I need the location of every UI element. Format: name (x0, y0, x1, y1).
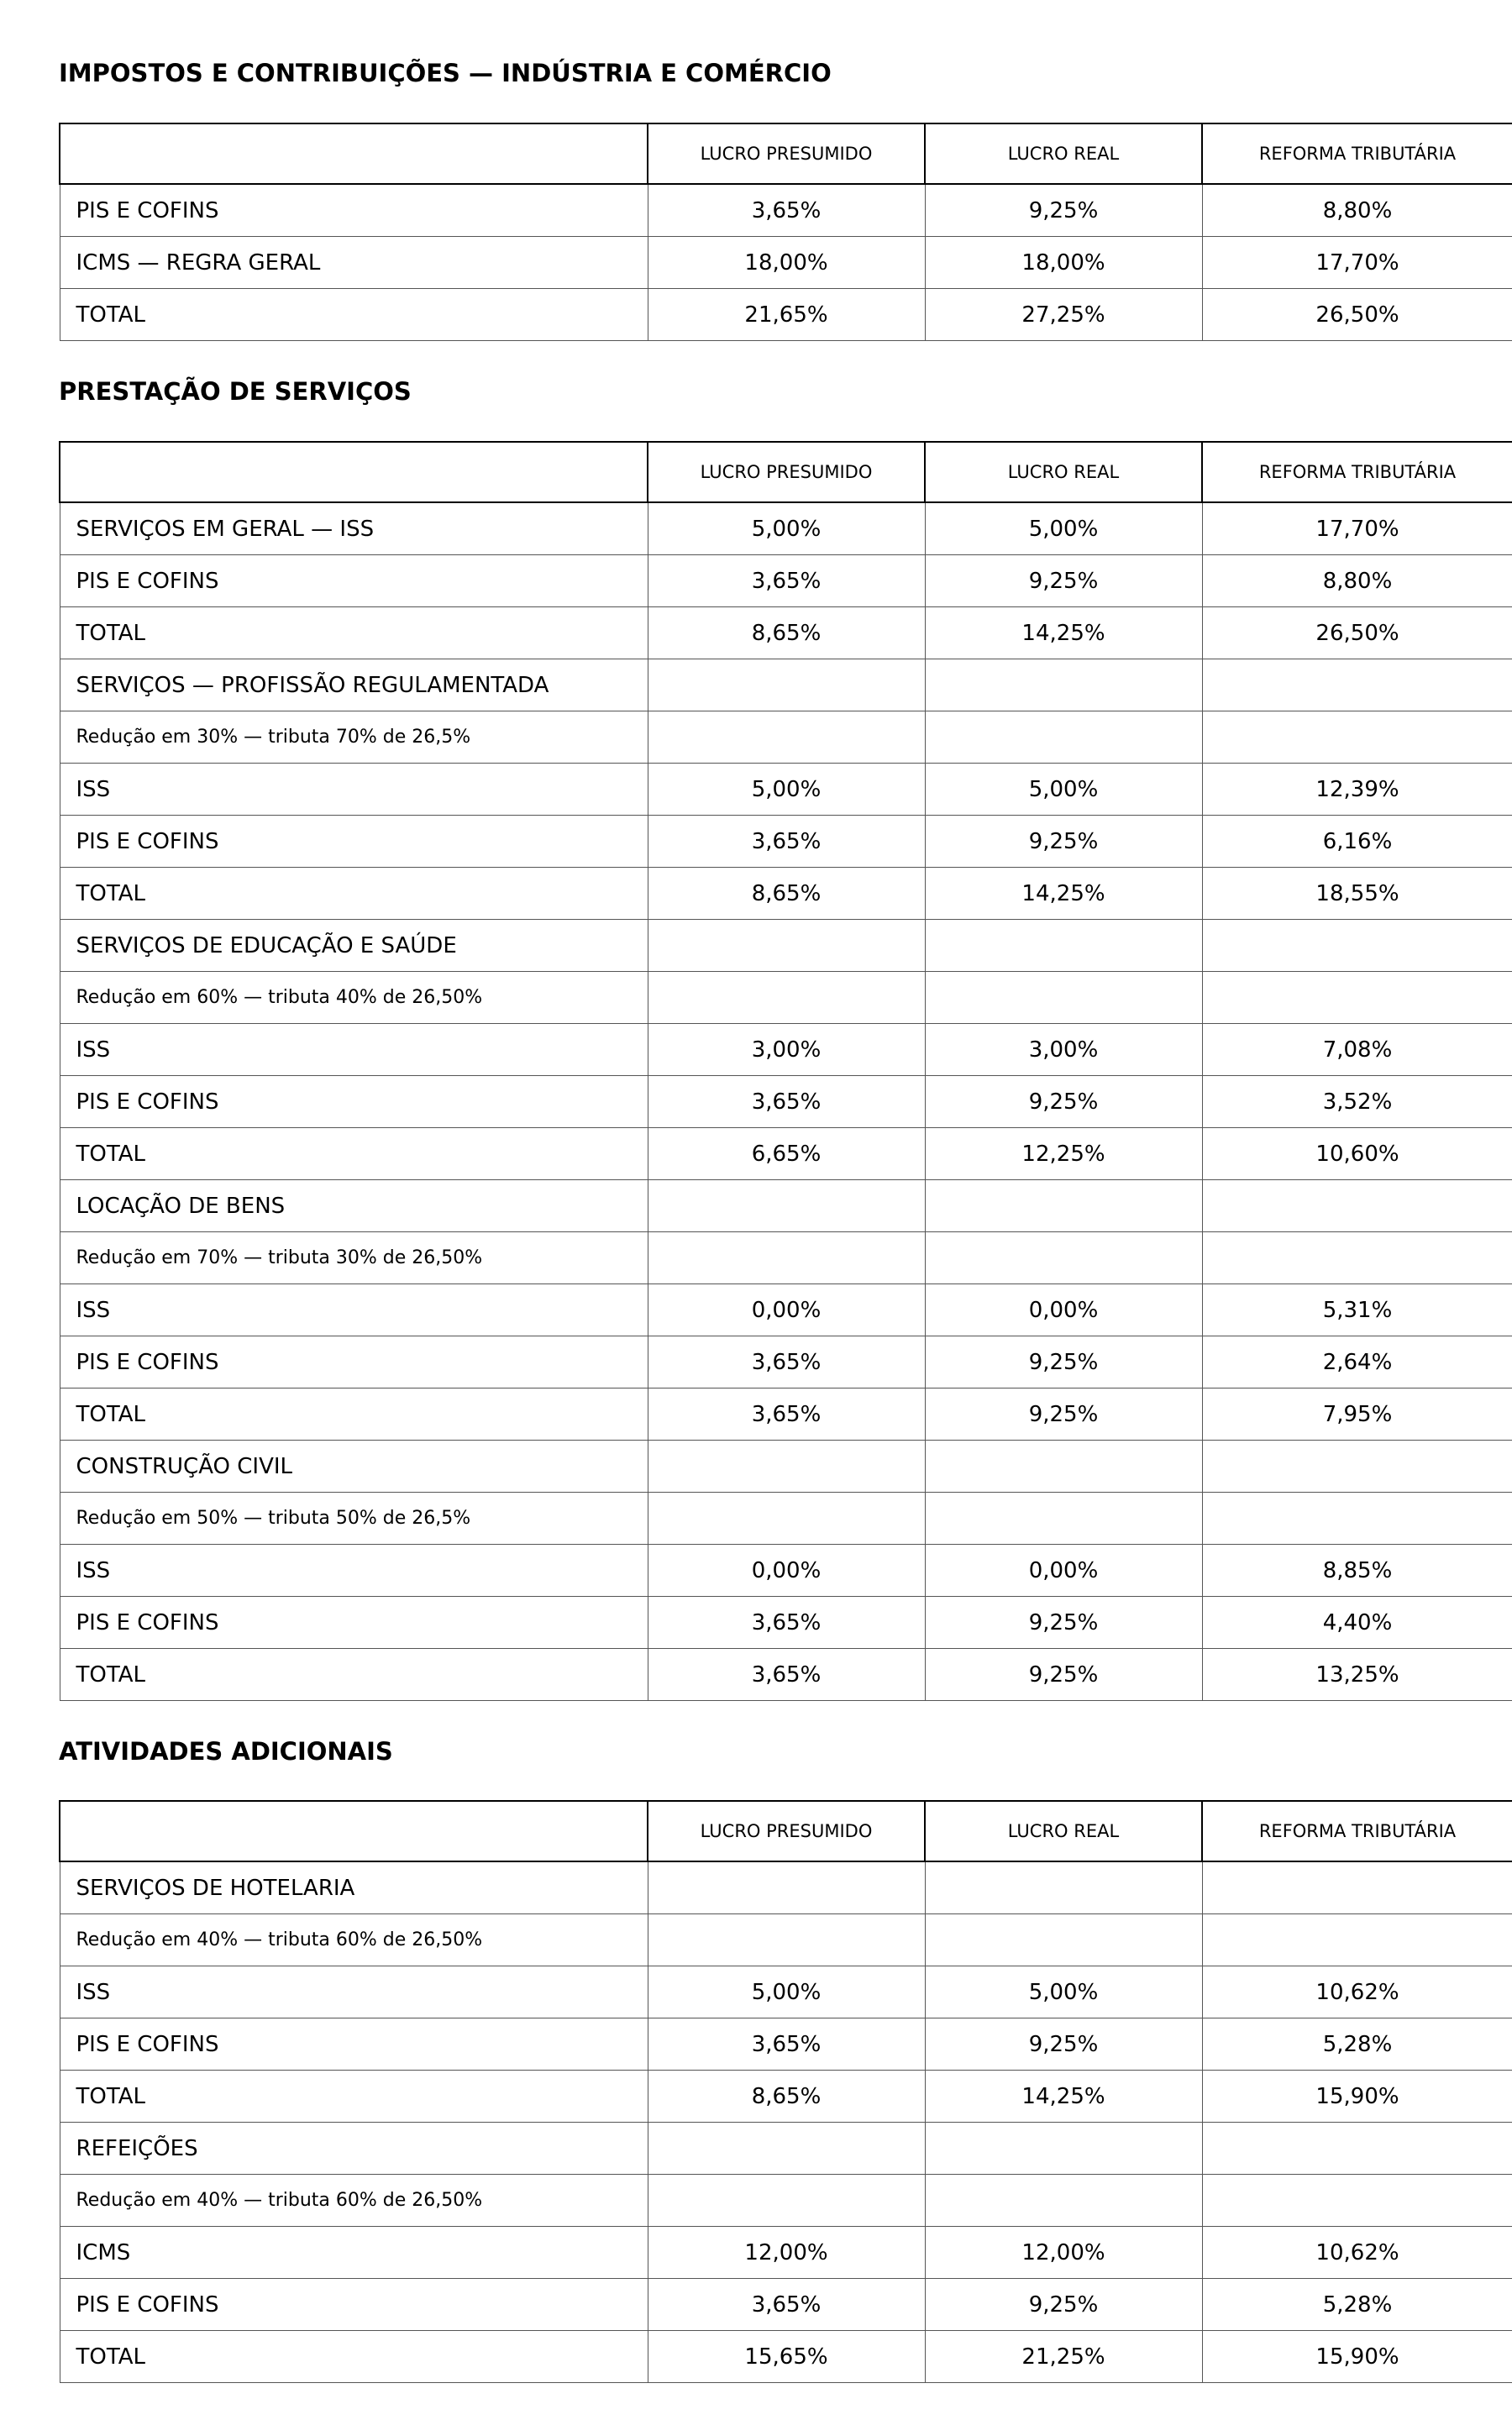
row-label: PIS E COFINS (60, 2018, 648, 2071)
section-title: ATIVIDADES ADICIONAIS (59, 1737, 393, 1766)
cell-lucro-real: 5,00% (925, 764, 1202, 816)
cell-lucro-presumido: 0,00% (648, 1545, 925, 1597)
table-row (60, 1649, 1512, 1701)
cell-lucro-real: 18,00% (925, 237, 1202, 289)
cell-lucro-presumido: 3,65% (648, 816, 925, 868)
cell-reforma-tributaria: 18,55% (1202, 868, 1512, 920)
header-cell-lucro-real: LUCRO REAL (925, 123, 1202, 184)
cell-reforma-tributaria: 26,50% (1202, 289, 1512, 341)
cell-lucro-real: 9,25% (925, 2018, 1202, 2071)
cell-lucro-presumido: 15,65% (648, 2331, 925, 2383)
cell-lucro-presumido: 21,65% (648, 289, 925, 341)
header-cell-lucro-presumido: LUCRO PRESUMIDO (648, 442, 925, 502)
cell-lucro-real: 9,25% (925, 1076, 1202, 1128)
reduction-note: Redução em 40% — tributa 60% de 26,50% (60, 2175, 648, 2227)
cell-lucro-presumido: 3,65% (648, 2018, 925, 2071)
table-row (60, 184, 1512, 237)
cell-reforma-tributaria: 5,28% (1202, 2018, 1512, 2071)
cell-reforma-tributaria: 10,62% (1202, 2227, 1512, 2279)
table-header-row (60, 123, 1512, 184)
reduction-note: Redução em 70% — tributa 30% de 26,50% (60, 1232, 648, 1284)
row-label: CONSTRUÇÃO CIVIL (60, 1441, 648, 1493)
cell-lucro-real: 9,25% (925, 1388, 1202, 1441)
header-cell-lucro-presumido: LUCRO PRESUMIDO (648, 123, 925, 184)
table-row (60, 1388, 1512, 1441)
section-title: IMPOSTOS E CONTRIBUIÇÕES — INDÚSTRIA E COMÉRCIO (59, 59, 832, 87)
table-row (60, 237, 1512, 289)
cell-lucro-presumido: 8,65% (648, 607, 925, 659)
cell-lucro-presumido: 5,00% (648, 1966, 925, 2018)
cell-lucro-real: 0,00% (925, 1545, 1202, 1597)
row-label: SERVIÇOS — PROFISSÃO REGULAMENTADA (60, 659, 648, 711)
cell-lucro-real: 5,00% (925, 1966, 1202, 2018)
row-label: PIS E COFINS (60, 1597, 648, 1649)
table-row (60, 1336, 1512, 1388)
table-row (60, 1966, 1512, 2018)
row-label: SERVIÇOS EM GERAL — ISS (60, 502, 648, 555)
cell-lucro-presumido: 3,65% (648, 2279, 925, 2331)
row-label: SERVIÇOS DE EDUCAÇÃO E SAÚDE (60, 920, 648, 972)
cell-lucro-real: 0,00% (925, 1284, 1202, 1336)
cell-lucro-real: 9,25% (925, 1336, 1202, 1388)
cell-lucro-real: 9,25% (925, 184, 1202, 237)
cell-lucro-real (925, 1493, 1202, 1545)
table-row (60, 659, 1512, 711)
table-row (60, 289, 1512, 341)
cell-reforma-tributaria: 12,39% (1202, 764, 1512, 816)
cell-lucro-real: 9,25% (925, 2279, 1202, 2331)
cell-lucro-real: 5,00% (925, 502, 1202, 555)
header-cell-lucro-real: LUCRO REAL (925, 1801, 1202, 1861)
table-row-note (60, 1914, 1512, 1966)
cell-lucro-presumido: 5,00% (648, 764, 925, 816)
table-row (60, 2279, 1512, 2331)
cell-lucro-real: 27,25% (925, 289, 1202, 341)
header-cell-reforma-tributaria: REFORMA TRIBUTÁRIA (1202, 1801, 1512, 1861)
cell-reforma-tributaria (1202, 711, 1512, 764)
cell-lucro-presumido: 3,65% (648, 1597, 925, 1649)
row-label: REFEIÇÕES (60, 2123, 648, 2175)
table-row (60, 502, 1512, 555)
table-row (60, 816, 1512, 868)
cell-reforma-tributaria: 5,28% (1202, 2279, 1512, 2331)
table-row (60, 2018, 1512, 2071)
cell-reforma-tributaria (1202, 2175, 1512, 2227)
cell-reforma-tributaria (1202, 972, 1512, 1024)
cell-lucro-presumido (648, 1441, 925, 1493)
cell-reforma-tributaria (1202, 1861, 1512, 1914)
row-label: ISS (60, 1284, 648, 1336)
cell-lucro-presumido: 3,65% (648, 1336, 925, 1388)
cell-reforma-tributaria: 7,08% (1202, 1024, 1512, 1076)
header-cell-lucro-presumido: LUCRO PRESUMIDO (648, 1801, 925, 1861)
cell-lucro-presumido (648, 2175, 925, 2227)
cell-lucro-real: 14,25% (925, 2071, 1202, 2123)
row-label: ICMS (60, 2227, 648, 2279)
row-label: PIS E COFINS (60, 184, 648, 237)
cell-reforma-tributaria: 17,70% (1202, 502, 1512, 555)
table-row-note (60, 1232, 1512, 1284)
cell-reforma-tributaria: 15,90% (1202, 2331, 1512, 2383)
cell-reforma-tributaria: 2,64% (1202, 1336, 1512, 1388)
cell-lucro-real (925, 2123, 1202, 2175)
table-row-note (60, 2175, 1512, 2227)
row-label: ISS (60, 764, 648, 816)
cell-reforma-tributaria: 5,31% (1202, 1284, 1512, 1336)
table-row (60, 1545, 1512, 1597)
row-label: TOTAL (60, 1388, 648, 1441)
row-label: PIS E COFINS (60, 1076, 648, 1128)
cell-lucro-presumido (648, 1180, 925, 1232)
cell-lucro-real: 9,25% (925, 555, 1202, 607)
row-label: TOTAL (60, 1128, 648, 1180)
tax-table-industria-comercio (59, 123, 1512, 341)
cell-reforma-tributaria: 10,60% (1202, 1128, 1512, 1180)
cell-reforma-tributaria (1202, 1232, 1512, 1284)
cell-reforma-tributaria (1202, 1441, 1512, 1493)
cell-lucro-real (925, 1441, 1202, 1493)
row-label: TOTAL (60, 2071, 648, 2123)
cell-lucro-presumido (648, 711, 925, 764)
table-row (60, 1128, 1512, 1180)
reduction-note: Redução em 30% — tributa 70% de 26,5% (60, 711, 648, 764)
cell-reforma-tributaria: 4,40% (1202, 1597, 1512, 1649)
header-cell-reforma-tributaria: REFORMA TRIBUTÁRIA (1202, 123, 1512, 184)
cell-lucro-presumido (648, 659, 925, 711)
cell-lucro-real: 9,25% (925, 816, 1202, 868)
tax-table-prestacao-servicos (59, 441, 1512, 1701)
cell-lucro-presumido: 8,65% (648, 2071, 925, 2123)
cell-lucro-presumido (648, 2123, 925, 2175)
table-row (60, 2123, 1512, 2175)
cell-reforma-tributaria: 15,90% (1202, 2071, 1512, 2123)
row-label: SERVIÇOS DE HOTELARIA (60, 1861, 648, 1914)
table-row (60, 2227, 1512, 2279)
cell-reforma-tributaria: 8,85% (1202, 1545, 1512, 1597)
cell-reforma-tributaria (1202, 920, 1512, 972)
table-row (60, 2071, 1512, 2123)
cell-lucro-real: 9,25% (925, 1649, 1202, 1701)
reduction-note: Redução em 50% — tributa 50% de 26,5% (60, 1493, 648, 1545)
cell-lucro-real: 3,00% (925, 1024, 1202, 1076)
cell-lucro-presumido: 0,00% (648, 1284, 925, 1336)
cell-lucro-real (925, 920, 1202, 972)
cell-reforma-tributaria: 3,52% (1202, 1076, 1512, 1128)
cell-lucro-real (925, 2175, 1202, 2227)
cell-reforma-tributaria (1202, 1914, 1512, 1966)
cell-lucro-real: 12,00% (925, 2227, 1202, 2279)
table-row (60, 1284, 1512, 1336)
cell-lucro-real (925, 1914, 1202, 1966)
cell-reforma-tributaria (1202, 659, 1512, 711)
header-cell-empty (60, 123, 648, 184)
cell-reforma-tributaria: 8,80% (1202, 184, 1512, 237)
cell-lucro-real (925, 711, 1202, 764)
row-label: TOTAL (60, 1649, 648, 1701)
cell-reforma-tributaria (1202, 1180, 1512, 1232)
section-title: PRESTAÇÃO DE SERVIÇOS (59, 377, 412, 406)
header-cell-reforma-tributaria: REFORMA TRIBUTÁRIA (1202, 442, 1512, 502)
table-row (60, 2331, 1512, 2383)
cell-lucro-real (925, 1861, 1202, 1914)
row-label: ISS (60, 1024, 648, 1076)
cell-lucro-real: 9,25% (925, 1597, 1202, 1649)
table-row (60, 1180, 1512, 1232)
cell-reforma-tributaria: 13,25% (1202, 1649, 1512, 1701)
row-label: ISS (60, 1966, 648, 2018)
table-row (60, 920, 1512, 972)
row-label: TOTAL (60, 868, 648, 920)
row-label: ISS (60, 1545, 648, 1597)
header-cell-lucro-real: LUCRO REAL (925, 442, 1202, 502)
cell-lucro-real: 21,25% (925, 2331, 1202, 2383)
tax-table-atividades-adicionais (59, 1800, 1512, 2383)
cell-reforma-tributaria: 10,62% (1202, 1966, 1512, 2018)
table-row-note (60, 711, 1512, 764)
cell-reforma-tributaria (1202, 1493, 1512, 1545)
cell-lucro-presumido: 3,65% (648, 555, 925, 607)
cell-lucro-presumido: 3,65% (648, 1076, 925, 1128)
table-row-note (60, 1493, 1512, 1545)
row-label: PIS E COFINS (60, 1336, 648, 1388)
header-cell-empty (60, 1801, 648, 1861)
cell-reforma-tributaria: 17,70% (1202, 237, 1512, 289)
cell-reforma-tributaria (1202, 2123, 1512, 2175)
table-header-row (60, 1801, 1512, 1861)
cell-lucro-real: 12,25% (925, 1128, 1202, 1180)
cell-lucro-presumido: 6,65% (648, 1128, 925, 1180)
cell-lucro-presumido: 18,00% (648, 237, 925, 289)
table-row (60, 555, 1512, 607)
reduction-note: Redução em 40% — tributa 60% de 26,50% (60, 1914, 648, 1966)
cell-lucro-real: 14,25% (925, 868, 1202, 920)
cell-reforma-tributaria: 8,80% (1202, 555, 1512, 607)
cell-lucro-real (925, 1180, 1202, 1232)
cell-lucro-presumido (648, 1914, 925, 1966)
table-row (60, 764, 1512, 816)
cell-reforma-tributaria: 6,16% (1202, 816, 1512, 868)
table-row (60, 1441, 1512, 1493)
table-row-note (60, 972, 1512, 1024)
cell-lucro-real: 14,25% (925, 607, 1202, 659)
table-row (60, 1024, 1512, 1076)
reduction-note: Redução em 60% — tributa 40% de 26,50% (60, 972, 648, 1024)
cell-lucro-presumido: 5,00% (648, 502, 925, 555)
cell-lucro-presumido (648, 1861, 925, 1914)
table-row (60, 868, 1512, 920)
cell-lucro-presumido: 8,65% (648, 868, 925, 920)
table-row (60, 1597, 1512, 1649)
row-label: PIS E COFINS (60, 555, 648, 607)
row-label: PIS E COFINS (60, 2279, 648, 2331)
table-row (60, 1076, 1512, 1128)
row-label: LOCAÇÃO DE BENS (60, 1180, 648, 1232)
cell-lucro-presumido: 12,00% (648, 2227, 925, 2279)
cell-lucro-presumido: 3,65% (648, 1388, 925, 1441)
cell-lucro-presumido (648, 1493, 925, 1545)
row-label: TOTAL (60, 607, 648, 659)
cell-lucro-presumido: 3,65% (648, 184, 925, 237)
table-row (60, 607, 1512, 659)
cell-lucro-real (925, 659, 1202, 711)
cell-lucro-real (925, 972, 1202, 1024)
row-label: PIS E COFINS (60, 816, 648, 868)
row-label: TOTAL (60, 2331, 648, 2383)
row-label: TOTAL (60, 289, 648, 341)
cell-lucro-presumido (648, 972, 925, 1024)
cell-lucro-real (925, 1232, 1202, 1284)
cell-lucro-presumido: 3,65% (648, 1649, 925, 1701)
cell-reforma-tributaria: 26,50% (1202, 607, 1512, 659)
cell-lucro-presumido (648, 920, 925, 972)
header-cell-empty (60, 442, 648, 502)
cell-reforma-tributaria: 7,95% (1202, 1388, 1512, 1441)
row-label: ICMS — REGRA GERAL (60, 237, 648, 289)
table-row (60, 1861, 1512, 1914)
cell-lucro-presumido (648, 1232, 925, 1284)
cell-lucro-presumido: 3,00% (648, 1024, 925, 1076)
table-header-row (60, 442, 1512, 502)
